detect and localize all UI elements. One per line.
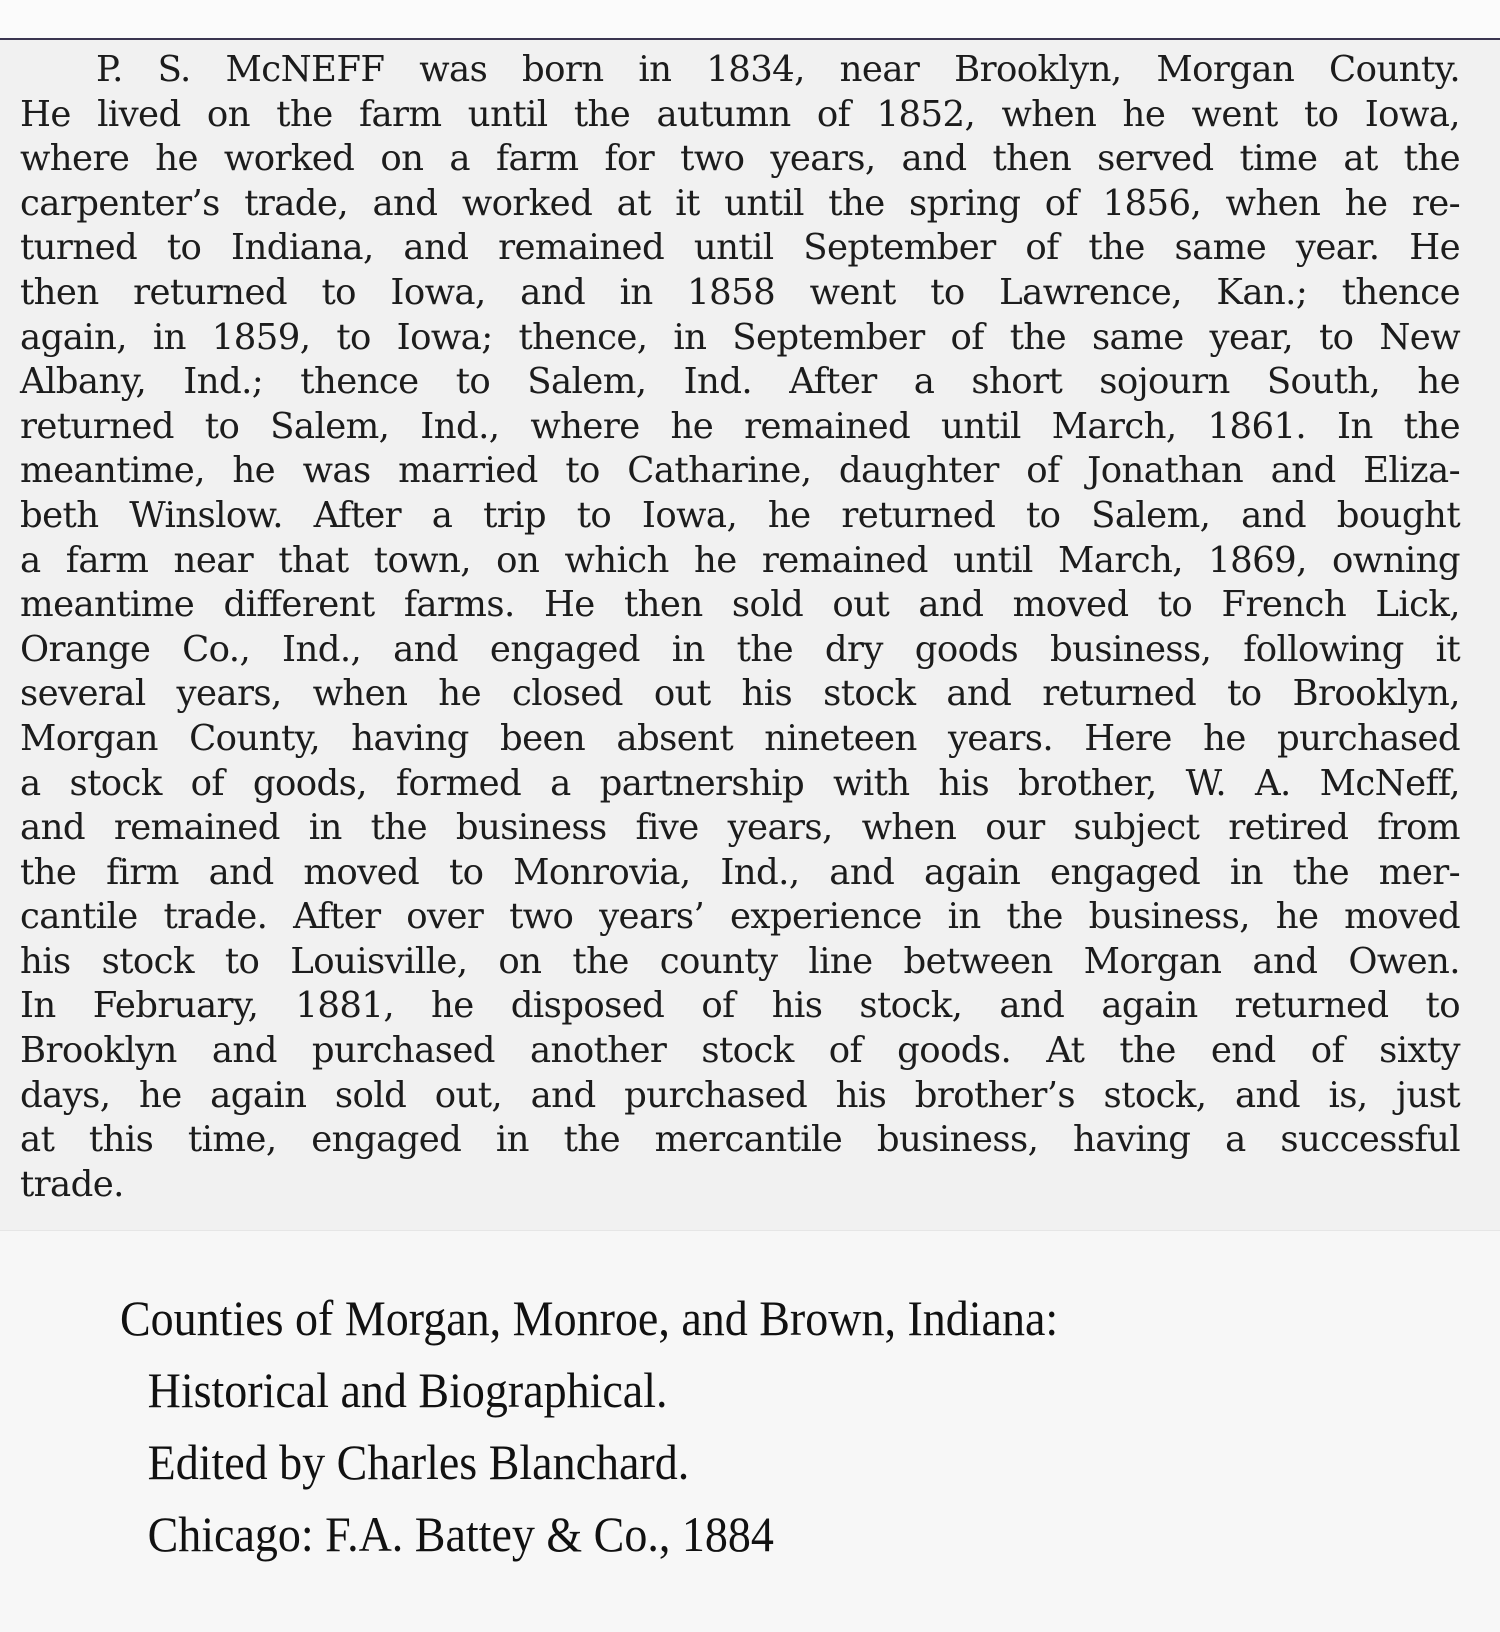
article-line: the firm and moved to Monrovia, Ind., and again engaged in the mer- xyxy=(20,851,1460,893)
article-line: Orange Co., Ind., and engaged in the dry goods business, following it xyxy=(20,628,1460,670)
citation-title-line-1: Counties of Morgan, Monroe, and Brown, Indiana: xyxy=(120,1290,1059,1346)
article-line: Morgan County, having been absent nineteen years. Here he purchased xyxy=(20,717,1460,759)
top-margin xyxy=(0,0,1500,38)
article-line: days, he again sold out, and purchased his brother’s stock, and is, just xyxy=(20,1074,1460,1116)
article-line: turned to Indiana, and remained until September of the same year. He xyxy=(20,227,1460,269)
article-line: meantime different farms. He then sold out and moved to French Lick, xyxy=(20,584,1460,626)
source-citation xyxy=(120,1282,1140,1570)
citation-title-line-2: Historical and Biographical. xyxy=(147,1362,668,1418)
article-line: returned to Salem, Ind., where he remained until March, 1861. In the xyxy=(20,405,1460,447)
biography-article xyxy=(20,48,1460,1207)
newspaper-clipping xyxy=(0,38,1500,1230)
article-line: again, in 1859, to Iowa; thence, in September of the same year, to New xyxy=(20,316,1460,358)
article-line: P. S. McNEFF was born in 1834, near Brooklyn, Morgan County. xyxy=(96,49,1460,90)
article-line: He lived on the farm until the autumn of 1852, when he went to Iowa, xyxy=(20,93,1460,135)
article-line: at this time, engaged in the mercantile business, having a successful xyxy=(20,1119,1460,1161)
article-line: cantile trade. After over two years’ experience in the business, he moved xyxy=(20,896,1460,938)
article-line: his stock to Louisville, on the county line between Morgan and Owen. xyxy=(20,940,1460,982)
article-line: a farm near that town, on which he remained until March, 1869, owning xyxy=(20,539,1460,581)
article-line: trade. xyxy=(20,1163,124,1205)
article-line: a stock of goods, formed a partnership with his brother, W. A. McNeff, xyxy=(20,762,1460,804)
article-line: several years, when he closed out his stock and returned to Brooklyn, xyxy=(20,673,1460,715)
article-line: Albany, Ind.; thence to Salem, Ind. After a short sojourn South, he xyxy=(20,361,1460,403)
article-line: beth Winslow. After a trip to Iowa, he returned to Salem, and bought xyxy=(20,494,1460,536)
article-line: carpenter’s trade, and worked at it until the spring of 1856, when he re- xyxy=(20,182,1460,224)
article-line: then returned to Iowa, and in 1858 went to Lawrence, Kan.; thence xyxy=(20,271,1460,313)
citation-editor: Edited by Charles Blanchard. xyxy=(147,1434,690,1490)
article-line: where he worked on a farm for two years, and then served time at the xyxy=(20,138,1460,180)
citation-publisher: Chicago: F.A. Battey & Co., 1884 xyxy=(147,1506,774,1562)
article-line: and remained in the business five years, when our subject retired from xyxy=(20,807,1460,849)
article-line: meantime, he was married to Catharine, daughter of Jonathan and Eliza- xyxy=(20,450,1460,492)
article-line: In February, 1881, he disposed of his stock, and again returned to xyxy=(20,985,1460,1027)
article-line: Brooklyn and purchased another stock of goods. At the end of sixty xyxy=(20,1030,1460,1072)
